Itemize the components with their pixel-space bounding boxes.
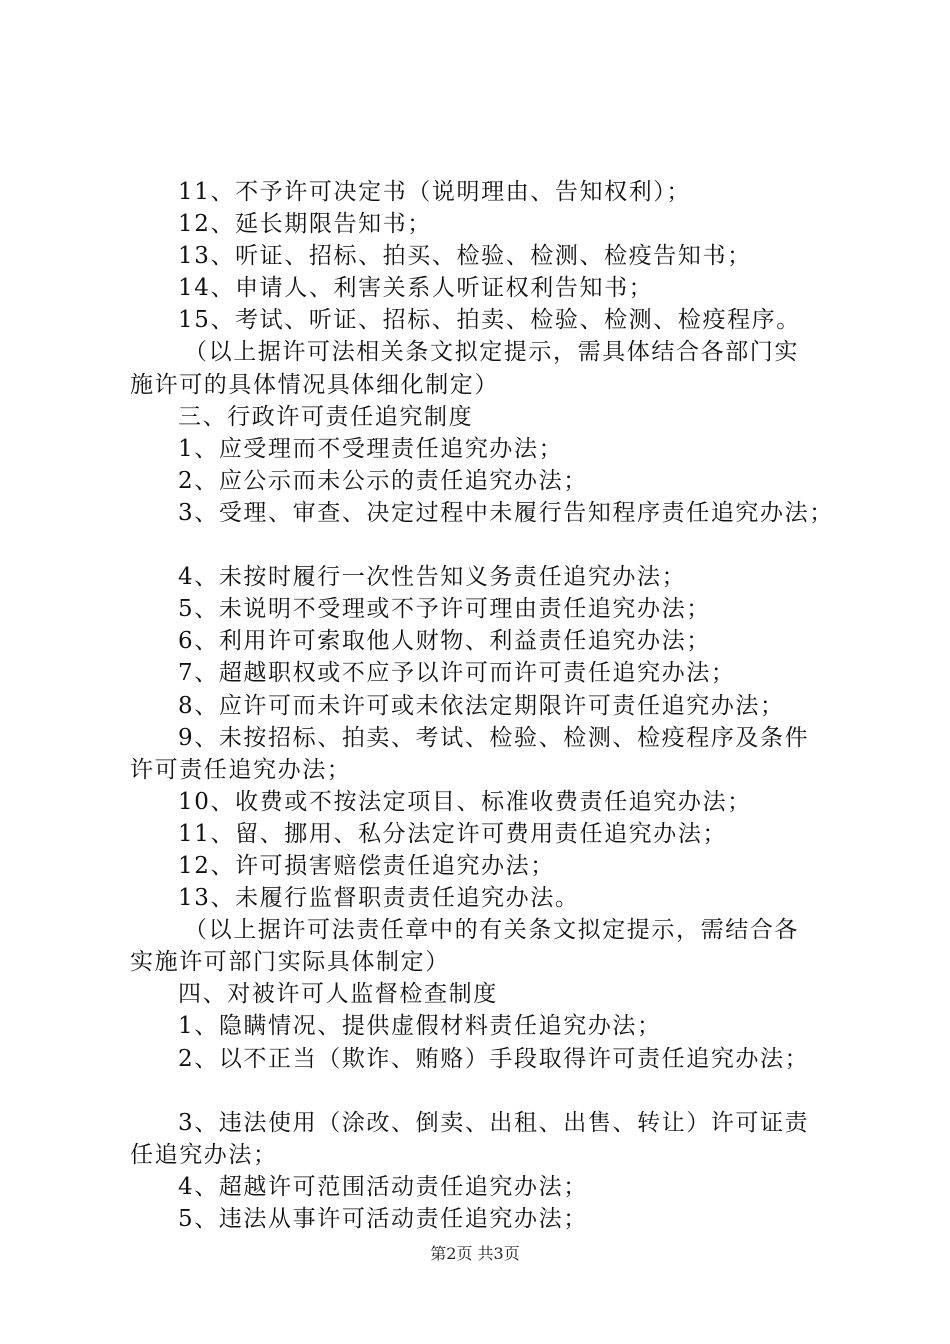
paragraph-line: 许可责任追究办法；	[130, 756, 352, 783]
section-heading: 四、对被许可人监督检查制度	[178, 981, 498, 1008]
paragraph-line: 1、隐瞒情况、提供虚假材料责任追究办法；	[178, 1013, 662, 1040]
paragraph-line: 5、违法从事许可活动责任追究办法；	[178, 1206, 588, 1232]
section-heading: 三、行政许可责任追究制度	[178, 403, 474, 430]
paragraph-line: 7、超越职权或不应予以许可而许可责任追究办法；	[178, 660, 736, 687]
paragraph-line: 6、利用许可索取他人财物、利益责任追究办法；	[178, 628, 711, 655]
paragraph-line: 14、申请人、利害关系人听证权利告知书；	[178, 275, 654, 302]
paragraph-line: 11、留、挪用、私分法定许可费用责任追究办法；	[178, 820, 728, 847]
paragraph-line: 13、未履行监督职责责任追究办法。	[178, 885, 580, 912]
blank-line	[130, 1075, 840, 1107]
note-line: （以上据许可法相关条文拟定提示，需具体结合各部门实	[184, 339, 799, 366]
paragraph-line: 2、应公示而未公示的责任追究办法；	[178, 467, 588, 494]
paragraph-line: 15、考试、听证、招标、拍卖、检验、检测、检疫程序。	[178, 307, 801, 334]
paragraph-line: 3、违法使用（涂改、倒卖、出租、出售、转让）许可证责	[178, 1109, 810, 1136]
paragraph-line: 3、受理、审查、决定过程中未履行告知程序责任追究办法；	[178, 499, 834, 526]
paragraph-line: 9、未按招标、拍卖、考试、检验、检测、检疫程序及条件	[178, 724, 810, 751]
paragraph-line: 4、未按时履行一次性告知义务责任追究办法；	[178, 564, 687, 591]
note-line: （以上据许可法责任章中的有关条文拟定提示，需结合各	[184, 917, 799, 944]
blank-line	[130, 529, 840, 561]
paragraph-line: 任追究办法；	[130, 1141, 278, 1168]
paragraph-line: 12、延长期限告知书；	[178, 211, 432, 238]
paragraph-line: 5、未说明不受理或不予许可理由责任追究办法；	[178, 596, 711, 623]
paragraph-line: 2、以不正当（欺诈、贿赂）手段取得许可责任追究办法；	[178, 1045, 810, 1072]
paragraph-line: 1、应受理而不受理责任追究办法；	[178, 435, 564, 462]
paragraph-line: 8、应许可而未许可或未依法定期限许可责任追究办法；	[178, 692, 785, 719]
page-number: 第2页 共3页	[430, 1244, 520, 1263]
paragraph-line: 13、听证、招标、拍买、检验、检测、检疫告知书；	[178, 243, 752, 270]
document-body	[130, 176, 840, 1235]
paragraph-line: 10、收费或不按法定项目、标准收费责任追究办法；	[178, 788, 752, 815]
paragraph-line: 4、超越许可范围活动责任追究办法；	[178, 1173, 588, 1200]
paragraph-line: 12、许可损害赔偿责任追究办法；	[178, 852, 555, 879]
note-line: 施许可的具体情况具体细化制定）	[130, 371, 499, 398]
note-line: 实施许可部门实际具体制定）	[130, 949, 450, 976]
paragraph-line: 11、不予许可决定书（说明理由、告知权利）；	[178, 179, 691, 205]
